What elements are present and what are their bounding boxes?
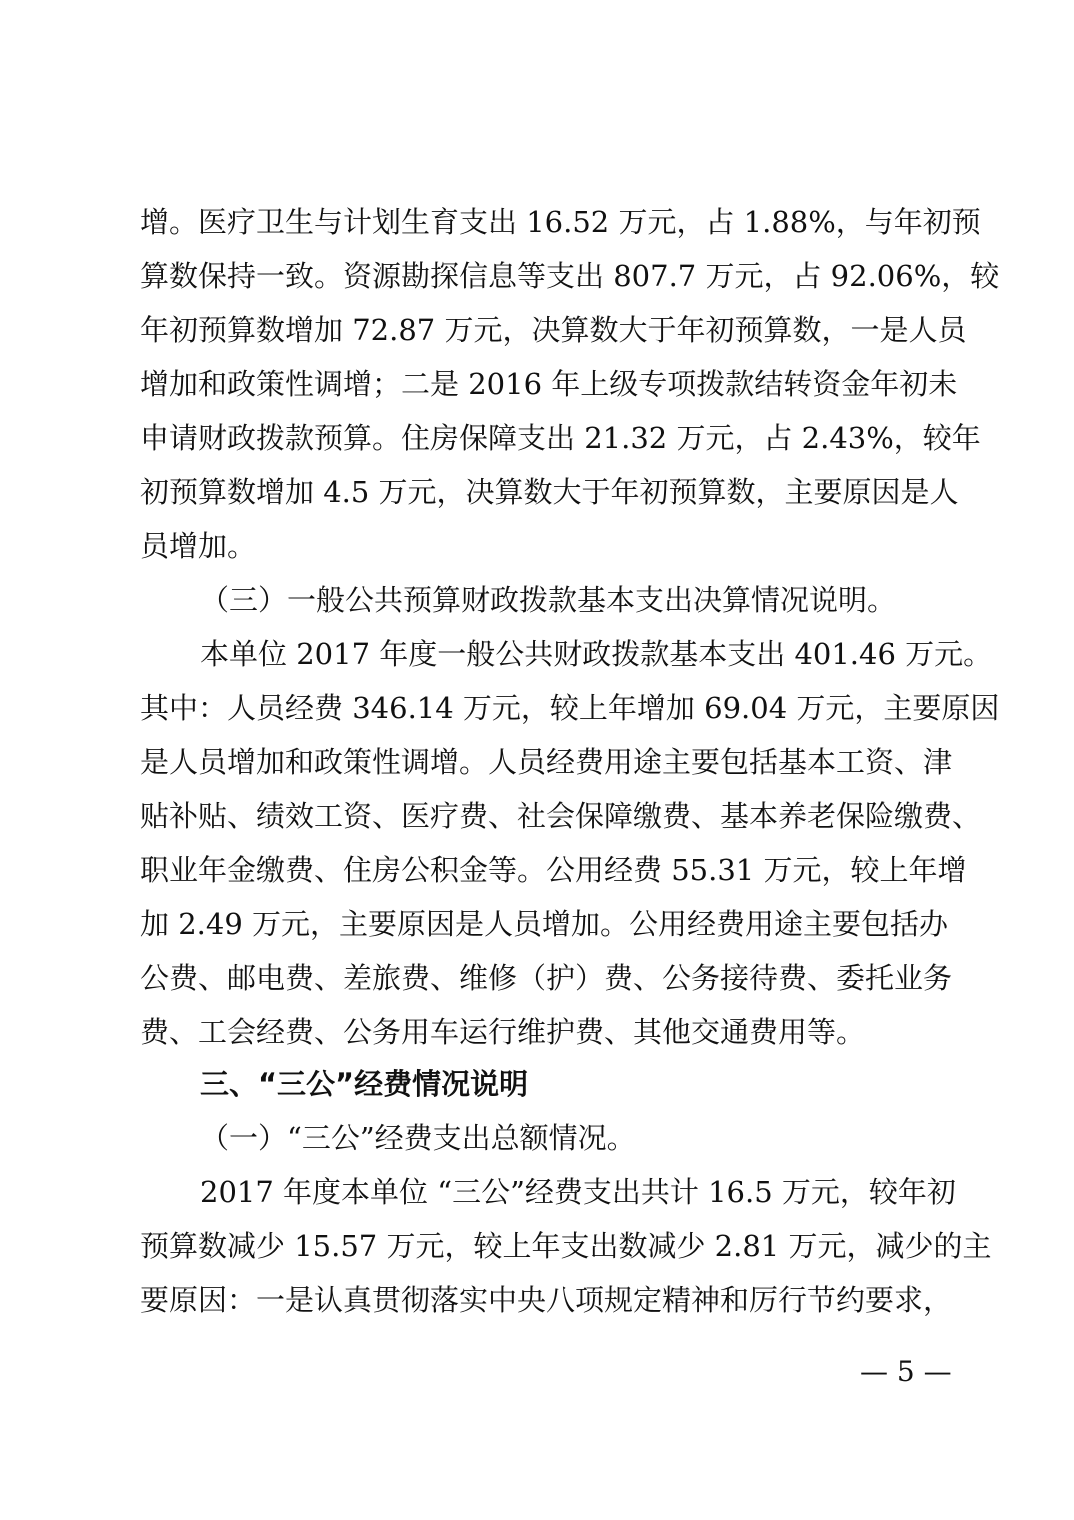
body-text-line: 算数保持一致。资源勘探信息等支出 807.7 万元，占 92.06%，较 bbox=[140, 259, 1000, 293]
body-text-line: 预算数减少 15.57 万元，较上年支出数减少 2.81 万元，减少的主 bbox=[140, 1229, 992, 1263]
body-text-line: 员增加。 bbox=[140, 529, 257, 563]
body-text-line: 公费、邮电费、差旅费、维修（护）费、公务接待费、委托业务 bbox=[140, 961, 953, 995]
body-text-line: 职业年金缴费、住房公积金等。公用经费 55.31 万元，较上年增 bbox=[140, 853, 967, 887]
body-text-line: 初预算数增加 4.5 万元，决算数大于年初预算数，主要原因是人 bbox=[140, 475, 959, 509]
subsection-heading: （一）“三公”经费支出总额情况。 bbox=[200, 1121, 636, 1155]
body-text-line: 年初预算数增加 72.87 万元，决算数大于年初预算数，一是人员 bbox=[140, 313, 967, 347]
subsection-heading: （三）一般公共预算财政拨款基本支出决算情况说明。 bbox=[200, 583, 897, 617]
section-heading: 三、“三公”经费情况说明 bbox=[200, 1067, 529, 1101]
body-text-line: 费、工会经费、公务用车运行维护费、其他交通费用等。 bbox=[140, 1015, 866, 1049]
page-number: — 5 — bbox=[860, 1355, 952, 1388]
body-text-line: 增加和政策性调增；二是 2016 年上级专项拨款结转资金年初未 bbox=[140, 367, 958, 401]
body-text-line: 本单位 2017 年度一般公共财政拨款基本支出 401.46 万元。 bbox=[200, 637, 993, 671]
body-text-line: 增。医疗卫生与计划生育支出 16.52 万元，占 1.88%，与年初预 bbox=[140, 205, 981, 239]
body-text-line: 是人员增加和政策性调增。人员经费用途主要包括基本工资、津 bbox=[140, 745, 953, 779]
body-text-line: 加 2.49 万元，主要原因是人员增加。公用经费用途主要包括办 bbox=[140, 907, 949, 941]
body-text-line: 申请财政拨款预算。住房保障支出 21.32 万元，占 2.43%，较年 bbox=[140, 421, 981, 455]
body-text-line: 其中：人员经费 346.14 万元，较上年增加 69.04 万元，主要原因 bbox=[140, 691, 1000, 725]
body-text-line: 要原因：一是认真贯彻落实中央八项规定精神和厉行节约要求， bbox=[140, 1283, 953, 1317]
body-text-line: 2017 年度本单位 “三公”经费支出共计 16.5 万元，较年初 bbox=[200, 1175, 956, 1209]
body-text-line: 贴补贴、绩效工资、医疗费、社会保障缴费、基本养老保险缴费、 bbox=[140, 799, 982, 833]
